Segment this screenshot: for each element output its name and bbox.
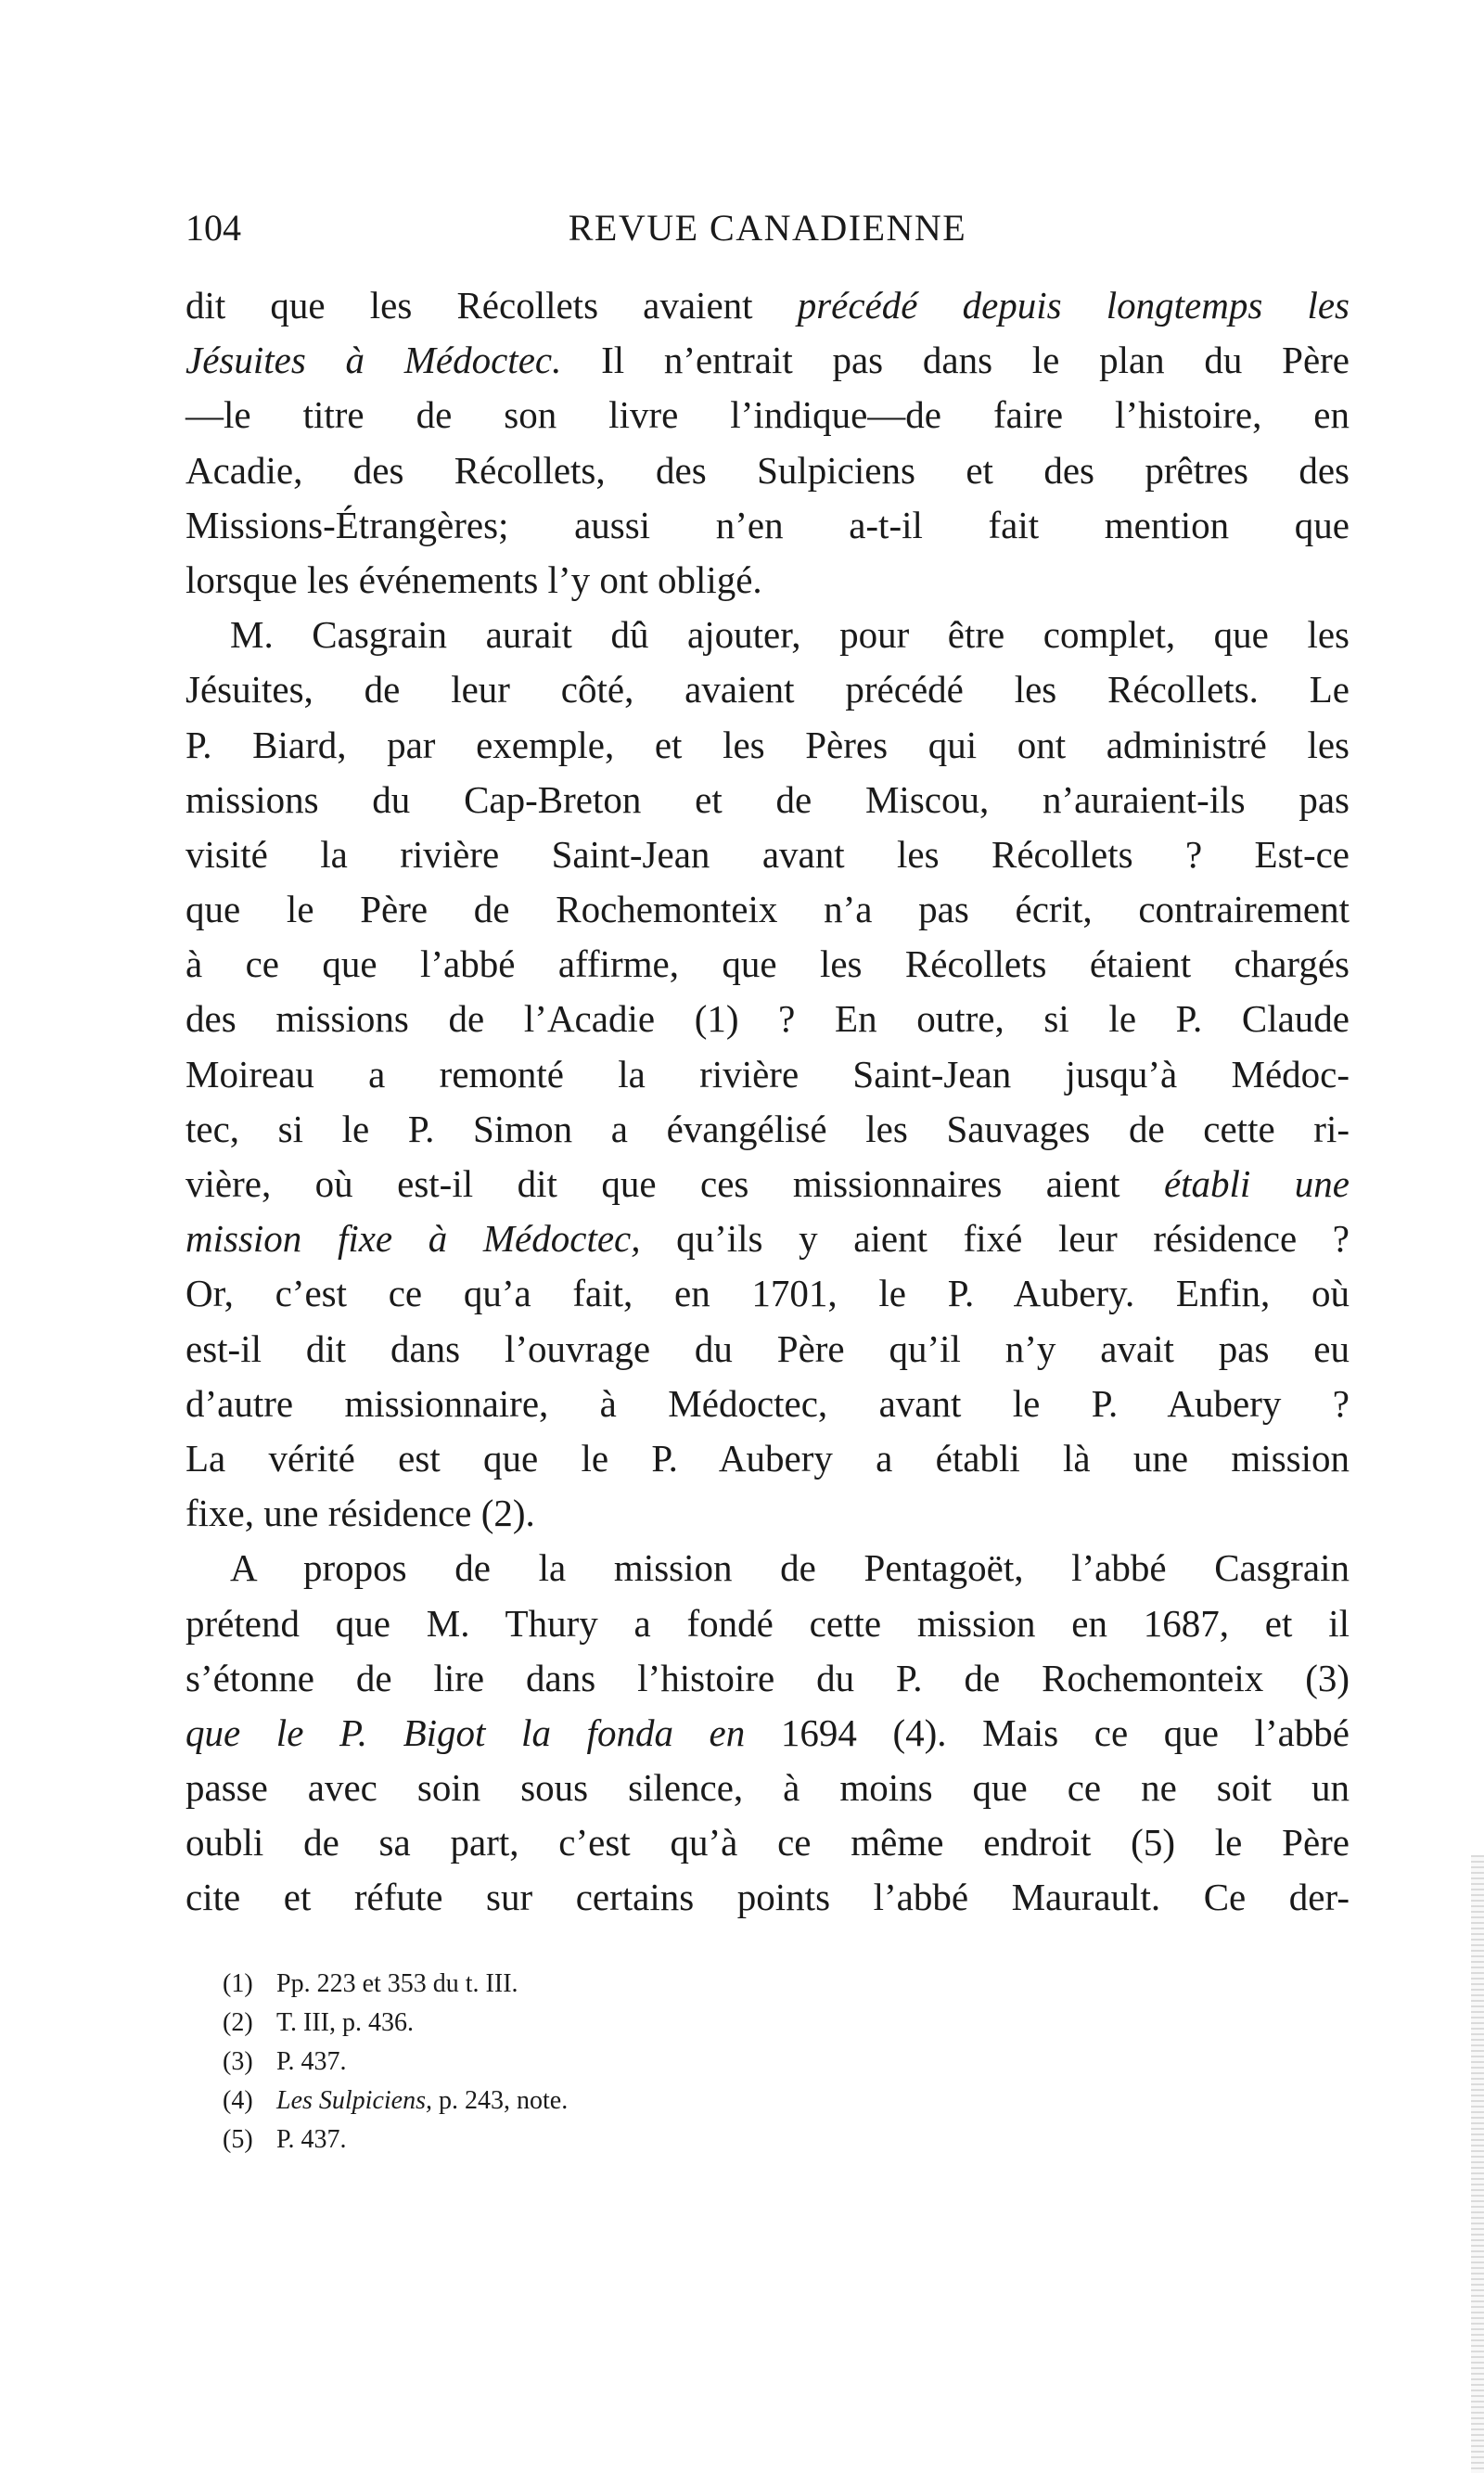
text-run: s’étonne de lire dans l’histoire du P. de Rochemonteix (3) [186,1656,1350,1699]
footnote-number: (2) [223,2008,253,2037]
text-run: prétend que M. Thury a fondé cette mission en 1687, et il [186,1601,1350,1645]
text-run: d’autre missionnaire, à Médoctec, avant le P. Aubery ? [186,1381,1350,1425]
footnote-number: (4) [223,2086,253,2115]
italic-text: mission fixe à Médoctec, [186,1217,641,1261]
footnotes [223,1965,1057,2159]
text-line [186,1047,1350,1102]
footnote-text: Pp. 223 et 353 du t. III. [276,1969,518,1998]
text-run: Missions-Étrangères; aussi n’en a-t-il fait mention que [186,503,1350,546]
text-run: A propos de la mission de Pentagoët, l’abbé Casgrain [230,1546,1350,1590]
text-run: visité la rivière Saint-Jean avant les Récollets ? Est-ce [186,832,1350,876]
footnote [223,2082,1057,2121]
italic-text: précédé depuis longtemps les [797,284,1350,327]
text-run: La vérité est que le P. Aubery a établi là une mission [186,1436,1350,1480]
footnote [223,2121,1057,2159]
text-run: Jésuites, de leur côté, avaient précédé les Récollets. Le [186,668,1350,711]
text-line [186,1431,1350,1486]
text-line [186,553,1350,608]
text-run: à ce que l’abbé affirme, que les Récollets étaient chargés [186,942,1350,986]
text-run: 1694 (4). Mais ce que l’abbé [745,1711,1350,1754]
footnote-number: (5) [223,2125,253,2154]
page-number: 104 [186,207,241,249]
text-line [186,443,1350,498]
italic-text: que le P. Bigot la fonda en [186,1711,746,1754]
text-run: fixe, une résidence (2). [186,1492,535,1535]
text-run: P. Biard, par exemple, et les Pères qui ont administré les [186,723,1350,766]
text-run: des missions de l’Acadie (1) ? En outre, si le P. Claude [186,997,1350,1041]
text-line [186,718,1350,773]
running-head [186,202,1350,254]
text-line [186,1322,1350,1377]
text-line [186,773,1350,827]
text-line [186,1266,1350,1321]
scan-edge-mark [1471,1855,1484,2473]
footnote-text: P. 437. [276,2125,347,2154]
footnote [223,2004,1057,2043]
text-line [186,937,1350,992]
text-run: est-il dit dans l’ouvrage du Père qu’il n’y avait pas eu [186,1326,1350,1370]
text-line [186,1596,1350,1651]
text-line [186,388,1350,442]
text-line [186,1651,1350,1706]
text-line [186,1541,1350,1595]
text-run: cite et réfute sur certains points l’abbé Maurault. Ce der- [186,1876,1350,1919]
text-run: Or, c’est ce qu’a fait, en 1701, le P. Aubery. Enfin, où [186,1272,1350,1315]
footnote [223,1965,1057,2004]
text-line [186,1761,1350,1815]
text-run: Il n’entrait pas dans le plan du Père [561,339,1350,382]
text-line [186,1102,1350,1157]
footnote-number: (1) [223,1969,253,1998]
footnote-number: (3) [223,2047,253,2076]
text-line [186,608,1350,662]
text-run: dit que les Récollets avaient [186,284,798,327]
footnote-text: p. 243, note. [432,2086,569,2115]
footnote-text: T. III, p. 436. [276,2008,414,2037]
text-line [186,333,1350,388]
text-run: Moireau a remonté la rivière Saint-Jean jusqu’à Médoc- [186,1052,1350,1096]
text-line [186,1377,1350,1431]
journal-title: REVUE CANADIENNE [568,207,967,249]
text-run: qu’ils y aient fixé leur résidence ? [640,1217,1350,1261]
text-line [186,1870,1350,1925]
text-line [186,882,1350,937]
text-run: oubli de sa part, c’est qu’à ce même endroit (5) le Père [186,1821,1350,1864]
text-run: missions du Cap-Breton et de Miscou, n’auraient-ils pas [186,777,1350,821]
text-line [186,278,1350,333]
footnote [223,2043,1057,2082]
text-line [186,662,1350,717]
text-run: —le titre de son livre l’indique—de faire l’histoire, en [186,393,1350,437]
text-line [186,1486,1350,1541]
text-line [186,1706,1350,1761]
text-line [186,827,1350,882]
italic-text: Les Sulpiciens, [276,2086,432,2115]
text-line [186,1157,1350,1211]
text-run: Acadie, des Récollets, des Sulpiciens et des prêtres des [186,448,1350,492]
text-run: M. Casgrain aurait dû ajouter, pour être complet, que les [230,613,1350,657]
text-run: lorsque les événements l’y ont obligé. [186,557,762,601]
text-run: que le Père de Rochemonteix n’a pas écrit, contrairement [186,888,1350,931]
footnote-text: P. 437. [276,2047,347,2076]
text-run: vière, où est-il dit que ces missionnaires aient [186,1162,1164,1205]
text-run: tec, si le P. Simon a évangélisé les Sauvages de cette ri- [186,1107,1350,1150]
text-line [186,1211,1350,1266]
body-text [186,278,1350,1926]
text-run: passe avec soin sous silence, à moins que ce ne soit un [186,1766,1350,1810]
text-line [186,1815,1350,1870]
text-line [186,498,1350,553]
text-line [186,992,1350,1046]
italic-text: Jésuites à Médoctec. [186,339,562,382]
italic-text: établi une [1163,1162,1350,1205]
